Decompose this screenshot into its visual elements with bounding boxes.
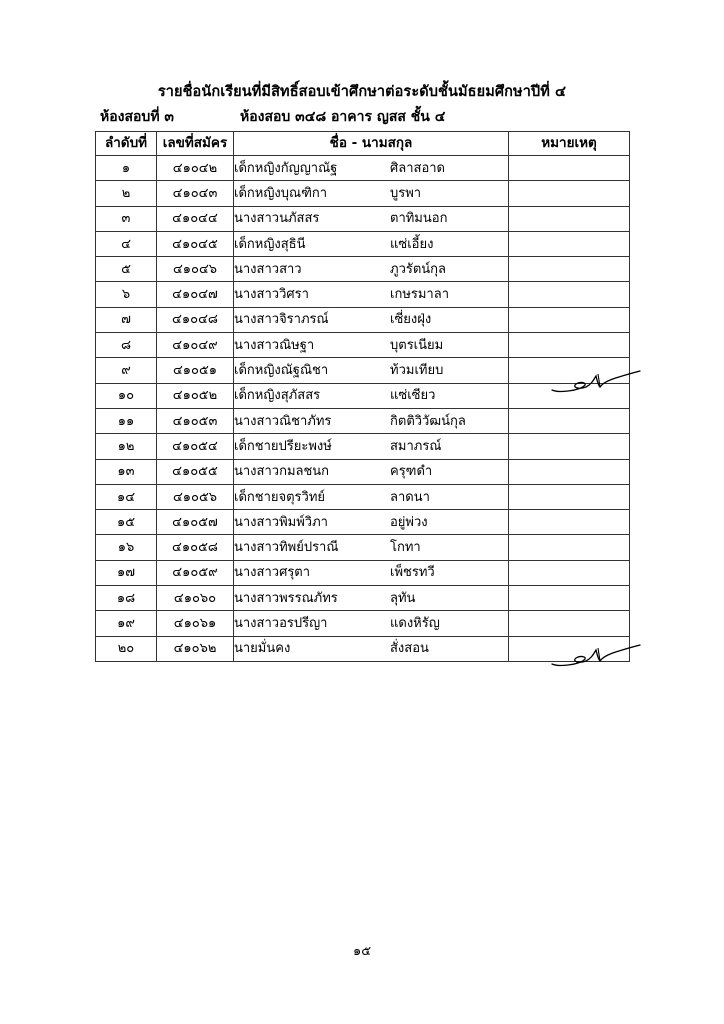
page-number: ๑๕ xyxy=(352,944,372,959)
row-remarks xyxy=(509,459,630,484)
row-last-name: บุตรเนียม xyxy=(390,337,444,353)
row-last-name: บูรพา xyxy=(390,185,422,201)
row-seq: ๑๑ xyxy=(96,408,157,433)
row-full-name xyxy=(234,535,509,560)
table-row xyxy=(96,611,630,636)
row-application-number: ๔๑๐๕๓ xyxy=(157,408,234,433)
table-row xyxy=(96,560,630,585)
page-title: รายชื่อนักเรียนที่มีสิทธิ์สอบเข้าศึกษาต่อระดับชั้นมัธยมศึกษาปีที่ ๔ xyxy=(157,84,567,100)
row-last-name: กิตติวิวัฒน์กุล xyxy=(390,413,466,429)
table-row xyxy=(96,156,630,181)
row-remarks xyxy=(509,611,630,636)
row-application-number: ๔๑๐๖๑ xyxy=(157,611,234,636)
row-remarks xyxy=(509,484,630,509)
row-application-number: ๔๑๐๔๒ xyxy=(157,156,234,181)
row-first-name: นางสาวณิชาภัทร xyxy=(234,413,332,429)
row-seq: ๑๒ xyxy=(96,434,157,459)
row-first-name: นางสาวกมลชนก xyxy=(234,464,330,480)
row-application-number: ๔๑๐๕๑ xyxy=(157,358,234,383)
header-application-number: เลขที่สมัคร xyxy=(157,132,234,156)
row-full-name xyxy=(234,333,509,358)
row-last-name: อยู่พ่วง xyxy=(390,514,428,530)
row-application-number: ๔๑๐๕๔ xyxy=(157,434,234,459)
row-last-name: ลาดนา xyxy=(390,489,430,505)
table-row xyxy=(96,408,630,433)
row-seq: ๑๖ xyxy=(96,535,157,560)
row-last-name: ศิลาสอาด xyxy=(390,160,446,176)
row-seq: ๑๘ xyxy=(96,586,157,611)
row-remarks xyxy=(509,307,630,332)
row-seq: ๗ xyxy=(96,307,157,332)
row-full-name xyxy=(234,434,509,459)
row-last-name: ภูวรัตน์กุล xyxy=(390,261,447,277)
row-seq: ๖ xyxy=(96,282,157,307)
row-remarks xyxy=(509,408,630,433)
row-first-name: เด็กหญิงบุณฑิกา xyxy=(234,185,328,201)
row-first-name: นางสาววิศรา xyxy=(234,287,309,303)
header-remarks: หมายเหตุ xyxy=(509,132,630,156)
row-seq: ๒๐ xyxy=(96,636,157,661)
signature-mark xyxy=(548,636,644,670)
row-first-name: เด็กชายจตุรวิทย์ xyxy=(234,489,326,505)
row-last-name: ลุทัน xyxy=(390,590,416,606)
row-full-name xyxy=(234,231,509,256)
table-row xyxy=(96,333,630,358)
row-full-name xyxy=(234,611,509,636)
row-first-name: นางสาวศรุตา xyxy=(234,565,311,581)
header-seq: ลำดับที่ xyxy=(96,132,157,156)
row-last-name: แดงหิรัญ xyxy=(390,615,440,631)
row-remarks xyxy=(509,282,630,307)
row-application-number: ๔๑๐๔๘ xyxy=(157,307,234,332)
row-application-number: ๔๑๐๔๙ xyxy=(157,333,234,358)
row-application-number: ๔๑๐๕๒ xyxy=(157,383,234,408)
row-last-name: ครุฑดำ xyxy=(390,464,433,480)
row-seq: ๑๔ xyxy=(96,484,157,509)
row-first-name: นายมั่นคง xyxy=(234,641,291,657)
table-row xyxy=(96,257,630,282)
row-full-name xyxy=(234,358,509,383)
row-full-name xyxy=(234,510,509,535)
row-full-name xyxy=(234,484,509,509)
row-application-number: ๔๑๐๖๒ xyxy=(157,636,234,661)
row-application-number: ๔๑๐๔๔ xyxy=(157,206,234,231)
row-last-name: สั่งสอน xyxy=(390,641,429,657)
row-seq: ๑๓ xyxy=(96,459,157,484)
row-full-name xyxy=(234,560,509,585)
row-seq: ๔ xyxy=(96,231,157,256)
table-row xyxy=(96,434,630,459)
row-last-name: แซ่เซียว xyxy=(390,388,436,404)
row-remarks xyxy=(509,181,630,206)
row-full-name xyxy=(234,459,509,484)
table-header-row xyxy=(96,132,630,156)
row-application-number: ๔๑๐๕๘ xyxy=(157,535,234,560)
row-first-name: เด็กหญิงณัฐณิชา xyxy=(234,363,329,379)
row-remarks xyxy=(509,434,630,459)
table-row xyxy=(96,535,630,560)
row-seq: ๙ xyxy=(96,358,157,383)
row-first-name: นางสาวอรปรีญา xyxy=(234,615,328,631)
row-first-name: นางสาวทิพย์ปราณี xyxy=(234,540,339,556)
row-first-name: นางสาวพรรณภัทร xyxy=(234,590,338,606)
row-remarks xyxy=(509,510,630,535)
row-full-name xyxy=(234,257,509,282)
row-application-number: ๔๑๐๕๕ xyxy=(157,459,234,484)
row-seq: ๑๗ xyxy=(96,560,157,585)
row-first-name: นางสาวสาว xyxy=(234,261,302,277)
row-remarks xyxy=(509,231,630,256)
row-seq: ๓ xyxy=(96,206,157,231)
row-full-name xyxy=(234,156,509,181)
row-last-name: โกทา xyxy=(390,540,421,556)
table-row xyxy=(96,231,630,256)
row-application-number: ๔๑๐๕๙ xyxy=(157,560,234,585)
row-full-name xyxy=(234,636,509,661)
row-seq: ๑๕ xyxy=(96,510,157,535)
row-remarks xyxy=(509,257,630,282)
table-row xyxy=(96,181,630,206)
row-last-name: เกษรมาลา xyxy=(390,287,450,303)
row-remarks xyxy=(509,156,630,181)
table-row xyxy=(96,206,630,231)
roster-body xyxy=(96,156,630,662)
row-last-name: แซ่เอี้ยง xyxy=(390,236,434,252)
row-last-name: เพ็ชรทวี xyxy=(390,565,435,581)
table-row xyxy=(96,459,630,484)
row-first-name: นางสาวจิราภรณ์ xyxy=(234,312,329,328)
row-remarks xyxy=(509,206,630,231)
row-remarks xyxy=(509,535,630,560)
row-remarks xyxy=(509,586,630,611)
table-row xyxy=(96,586,630,611)
row-seq: ๑ xyxy=(96,156,157,181)
row-application-number: ๔๑๐๕๖ xyxy=(157,484,234,509)
room-number-label: ห้องสอบที่ ๓ xyxy=(100,109,174,125)
row-last-name: ตาทิมนอก xyxy=(390,211,448,227)
row-first-name: นางสาวณิษฐา xyxy=(234,337,315,353)
row-first-name: นางสาวนภัสสร xyxy=(234,211,320,227)
row-last-name: เซี่ยงฝุ่ง xyxy=(390,312,432,328)
header-full-name: ชื่อ - นามสกุล xyxy=(234,132,509,156)
row-last-name: สมาภรณ์ xyxy=(390,438,442,454)
row-remarks xyxy=(509,560,630,585)
row-seq: ๕ xyxy=(96,257,157,282)
row-seq: ๘ xyxy=(96,333,157,358)
row-remarks xyxy=(509,333,630,358)
row-seq: ๒ xyxy=(96,181,157,206)
row-full-name xyxy=(234,307,509,332)
row-full-name xyxy=(234,408,509,433)
row-full-name xyxy=(234,282,509,307)
room-location-label: ห้องสอบ ๓๔๘ อาคาร ญสส ชั้น ๔ xyxy=(240,109,446,125)
table-row xyxy=(96,484,630,509)
row-full-name xyxy=(234,206,509,231)
row-application-number: ๔๑๐๔๖ xyxy=(157,257,234,282)
row-last-name: ท้วมเทียบ xyxy=(390,363,444,379)
student-roster-table xyxy=(95,131,630,662)
row-first-name: นางสาวพิมพ์วิภา xyxy=(234,514,328,530)
row-application-number: ๔๑๐๖๐ xyxy=(157,586,234,611)
table-row xyxy=(96,510,630,535)
row-first-name: เด็กหญิงสุธินี xyxy=(234,236,306,252)
row-seq: ๑๐ xyxy=(96,383,157,408)
row-application-number: ๔๑๐๔๓ xyxy=(157,181,234,206)
row-full-name xyxy=(234,181,509,206)
row-seq: ๑๙ xyxy=(96,611,157,636)
row-full-name xyxy=(234,383,509,408)
signature-mark xyxy=(548,362,644,396)
row-first-name: เด็กหญิงสุภัสสร xyxy=(234,388,321,404)
row-first-name: เด็กชายปรียะพงษ์ xyxy=(234,438,332,454)
table-row xyxy=(96,307,630,332)
table-row xyxy=(96,282,630,307)
row-application-number: ๔๑๐๔๕ xyxy=(157,231,234,256)
row-application-number: ๔๑๐๔๗ xyxy=(157,282,234,307)
row-full-name xyxy=(234,586,509,611)
row-application-number: ๔๑๐๕๗ xyxy=(157,510,234,535)
row-first-name: เด็กหญิงกัญญาณัฐ xyxy=(234,160,338,176)
